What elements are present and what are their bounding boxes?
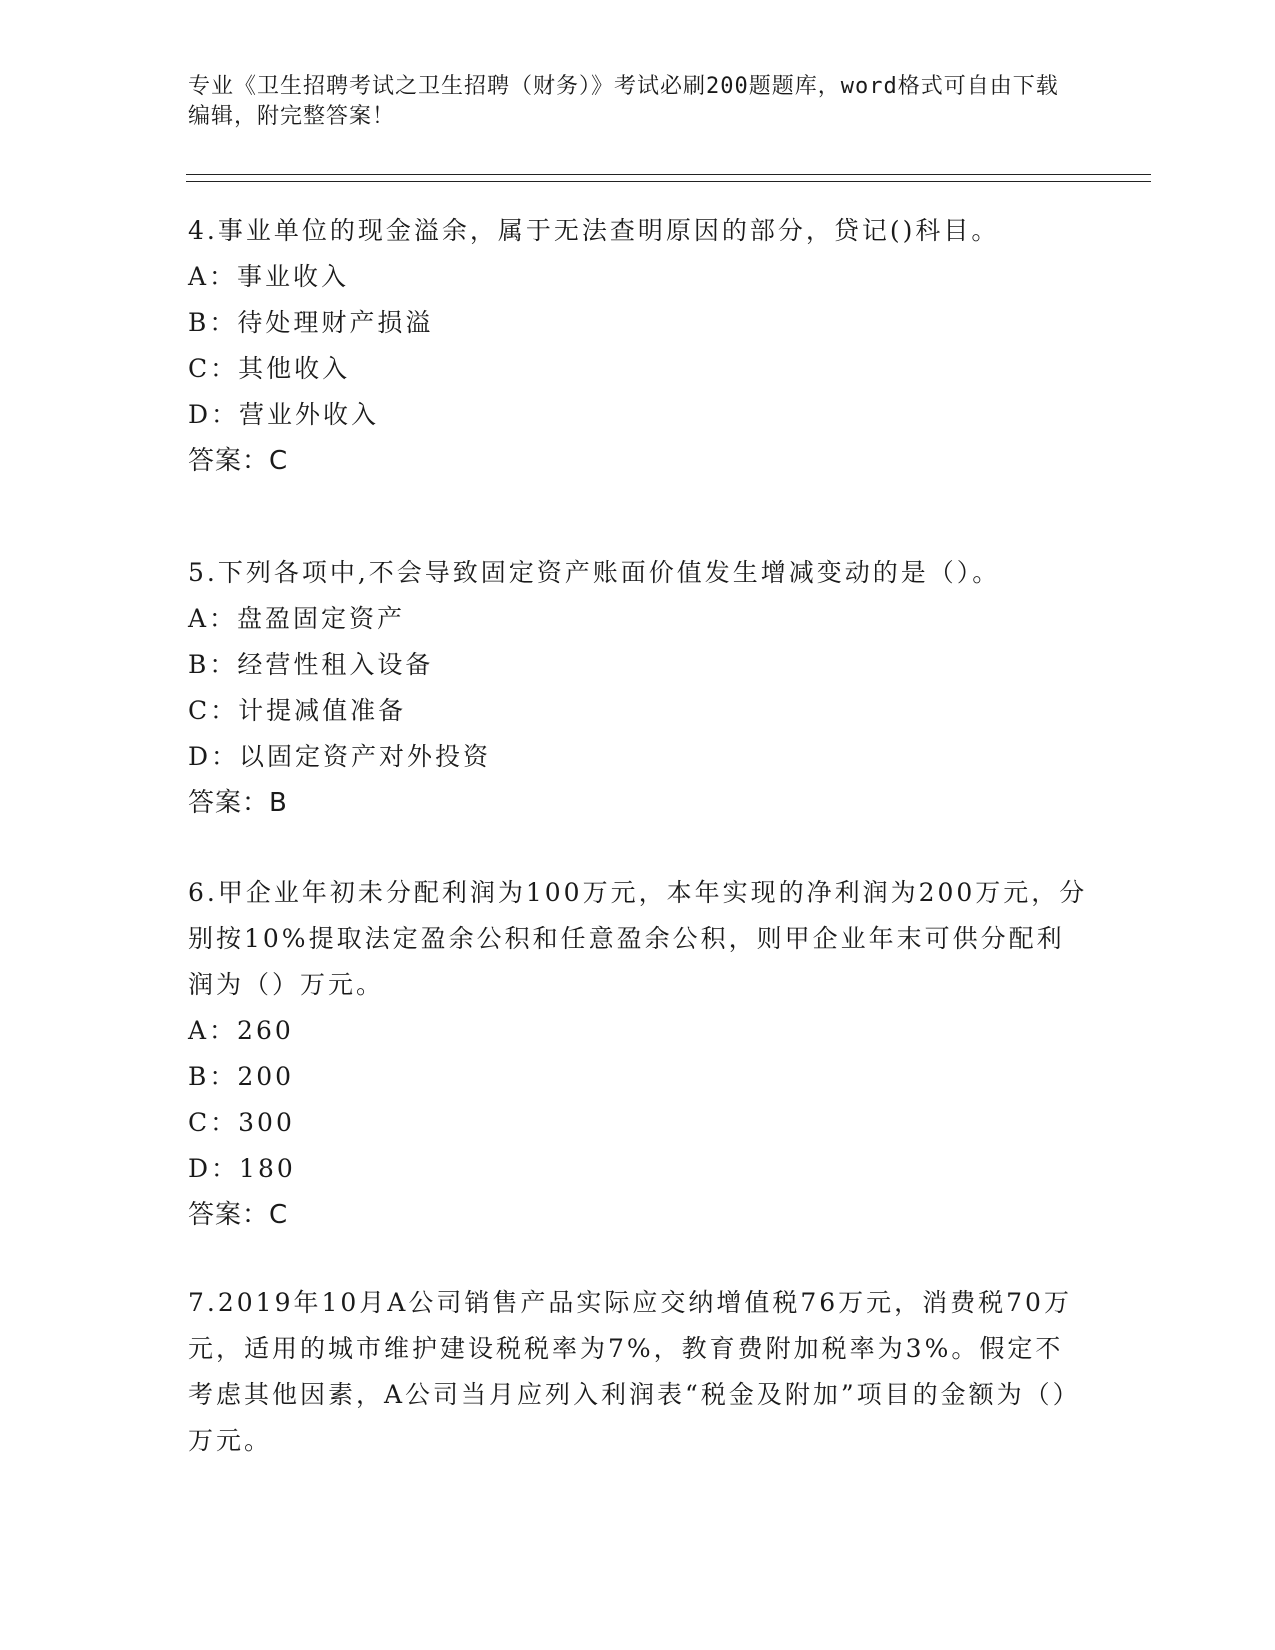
option-a: A：盘盈固定资产 xyxy=(188,604,406,633)
answer: 答案：C xyxy=(188,1200,289,1230)
answer: 答案：B xyxy=(188,788,288,818)
option-c: C：计提减值准备 xyxy=(188,696,407,725)
option-b: B：待处理财产损溢 xyxy=(188,308,434,337)
header-divider-top xyxy=(186,174,1151,175)
header-divider-bottom xyxy=(186,181,1151,182)
document-header: 专业《卫生招聘考试之卫生招聘（财务）》考试必刷200题题库，word格式可自由下载编辑，附完整答案！ xyxy=(188,74,1059,129)
option-b: B：200 xyxy=(188,1062,295,1091)
option-b: B：经营性租入设备 xyxy=(188,650,434,679)
answer: 答案：C xyxy=(188,446,289,476)
question-7 xyxy=(188,1280,1088,1464)
question-stem: 5.下列各项中,不会导致固定资产账面价值发生增减变动的是（）。 xyxy=(188,558,1001,587)
option-d: D：180 xyxy=(188,1154,296,1183)
option-d: D：营业外收入 xyxy=(188,400,380,429)
option-a: A：事业收入 xyxy=(188,262,350,291)
option-a: A：260 xyxy=(188,1016,294,1045)
question-6 xyxy=(188,870,1088,1236)
option-c: C：其他收入 xyxy=(188,354,351,383)
question-stem: 6.甲企业年初未分配利润为100万元，本年实现的净利润为200万元，分别按10%提取法定盈余公积和任意盈余公积，则甲企业年末可供分配利润为（）万元。 xyxy=(188,878,1088,999)
question-4 xyxy=(188,208,1088,482)
option-d: D：以固定资产对外投资 xyxy=(188,742,492,771)
question-stem: 7.2019年10月A公司销售产品实际应交纳增值税76万元，消费税70万元，适用的城市维护建设税税率为7%，教育费附加税率为3%。假定不考虑其他因素，A公司当月应列入利润表“税金及附加”项目的金额为（）万元。 xyxy=(188,1288,1081,1455)
question-5 xyxy=(188,550,1088,824)
option-c: C：300 xyxy=(188,1108,295,1137)
question-stem: 4.事业单位的现金溢余，属于无法查明原因的部分，贷记()科目。 xyxy=(188,216,1000,245)
